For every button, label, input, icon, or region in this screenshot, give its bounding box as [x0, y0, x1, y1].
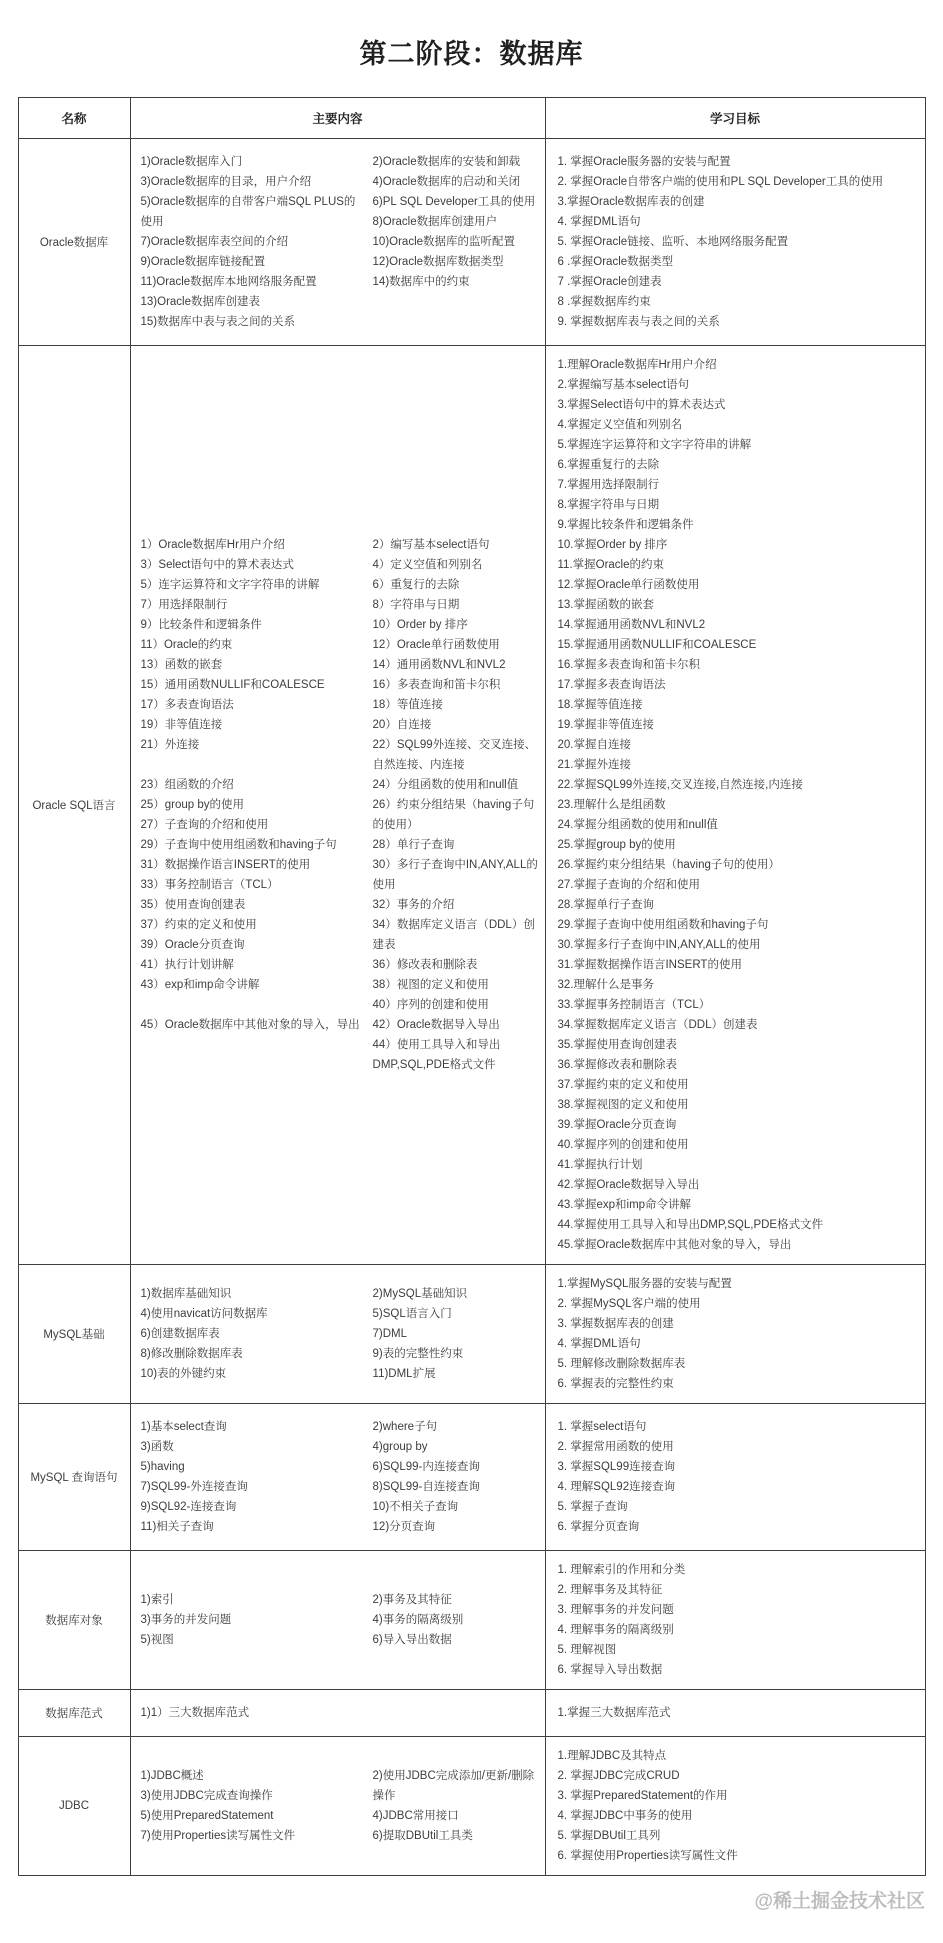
content-item: 12)Oracle数据库数据类型: [372, 256, 504, 268]
content-item: 9)Oracle数据库链接配置: [140, 256, 266, 268]
goal-item: 15.掌握通用函数NULLIF和COALESCE: [557, 639, 757, 651]
row-goals-cell: [545, 139, 925, 346]
content-item: 4)group by: [372, 1441, 428, 1453]
goal-item: 2. 理解事务及其特征: [557, 1584, 663, 1596]
goal-item: 26.掌握约束分组结果（having子句的使用）: [557, 859, 780, 871]
goal-item: 14.掌握通用函数NVL和NVL2: [557, 619, 706, 631]
goals-list: [558, 1560, 915, 1680]
goal-item: 5. 掌握子查询: [557, 1501, 628, 1513]
content-item: 4）定义空值和列别名: [372, 559, 483, 571]
content-left-column: [141, 1284, 365, 1384]
content-item: 9)SQL92-连接查询: [140, 1501, 237, 1513]
content-item: 44）使用工具导入和导出DMP,SQL,PDE格式文件: [372, 1039, 501, 1071]
goal-item: 2.掌握编写基本select语句: [557, 379, 690, 391]
content-spacer: [141, 995, 365, 1015]
goal-item: 2. 掌握MySQL客户端的使用: [557, 1298, 701, 1310]
goal-item: 1. 掌握select语句: [557, 1421, 647, 1433]
content-item: 3)事务的并发问题: [140, 1614, 232, 1626]
table-row: [18, 1737, 925, 1876]
goal-item: 5. 掌握Oracle链接、监听、本地网络服务配置: [557, 236, 789, 248]
goal-item: 27.掌握子查询的介绍和使用: [557, 879, 700, 891]
content-left-column: [141, 1703, 365, 1723]
content-item: 6)提取DBUtil工具类: [372, 1830, 473, 1842]
goal-item: 6. 掌握表的完整性约束: [557, 1378, 674, 1390]
content-item: 39）Oracle分页查询: [140, 939, 245, 951]
goal-item: 8.掌握字符串与日期: [557, 499, 660, 511]
watermark: @稀土掘金技术社区: [754, 1891, 925, 1912]
content-item: 5)使用PreparedStatement: [140, 1810, 274, 1822]
goal-item: 18.掌握等值连接: [557, 699, 643, 711]
content-item: 38）视图的定义和使用: [372, 979, 489, 991]
goal-item: 21.掌握外连接: [557, 759, 631, 771]
content-left-column: [141, 152, 365, 332]
goal-item: 1. 掌握Oracle服务器的安装与配置: [557, 156, 731, 168]
row-goals-cell: [545, 1690, 925, 1737]
content-item: 3)Oracle数据库的目录，用户介绍: [140, 176, 312, 188]
goal-item: 23.理解什么是组函数: [557, 799, 666, 811]
column-header-main-content: 主要内容: [130, 98, 545, 139]
content-item: 30）多行子查询中IN,ANY,ALL的使用: [372, 859, 538, 891]
content-item: 5)视图: [140, 1634, 174, 1646]
table-row: [18, 139, 925, 346]
row-goals-cell: [545, 1551, 925, 1690]
row-content-cell: [130, 1551, 545, 1690]
goal-item: 19.掌握非等值连接: [557, 719, 654, 731]
goal-item: 20.掌握自连接: [557, 739, 631, 751]
goal-item: 11.掌握Oracle的约束: [557, 559, 665, 571]
content-item: 8)SQL99-自连接查询: [372, 1481, 480, 1493]
content-left-column: [141, 1766, 365, 1846]
goal-item: 6. 掌握导入导出数据: [557, 1664, 663, 1676]
content-item: 19）非等值连接: [140, 719, 223, 731]
content-item: 10）Order by 排序: [372, 619, 468, 631]
content-item: 4)Oracle数据库的启动和关闭: [372, 176, 521, 188]
goal-item: 34.掌握数据库定义语言（DDL）创建表: [557, 1019, 758, 1031]
goal-item: 44.掌握使用工具导入和导出DMP,SQL,PDE格式文件: [557, 1219, 824, 1231]
content-grid: [141, 1284, 539, 1384]
row-goals-cell: [545, 346, 925, 1265]
content-item: 16）多表查询和笛卡尔积: [372, 679, 501, 691]
content-item: 2）编写基本select语句: [372, 539, 490, 551]
content-item: 28）单行子查询: [372, 839, 455, 851]
goal-item: 13.掌握函数的嵌套: [557, 599, 654, 611]
content-right-column: [373, 152, 539, 332]
content-item: 5)Oracle数据库的自带客户端SQL PLUS的使用: [140, 196, 356, 228]
content-item: 8)Oracle数据库创建用户: [372, 216, 498, 228]
goal-item: 31.掌握数据操作语言INSERT的使用: [557, 959, 742, 971]
content-right-column: [373, 1284, 539, 1384]
content-right-column: [373, 1417, 539, 1537]
content-item: 10)不相关子查询: [372, 1501, 459, 1513]
row-goals-cell: [545, 1265, 925, 1404]
goal-item: 30.掌握多行子查询中IN,ANY,ALL的使用: [557, 939, 761, 951]
goal-item: 1.掌握三大数据库范式: [557, 1707, 671, 1719]
content-item: 2)Oracle数据库的安装和卸载: [372, 156, 521, 168]
goal-item: 1.掌握MySQL服务器的安装与配置: [557, 1278, 732, 1290]
table-row: [18, 1265, 925, 1404]
goal-item: 45.掌握Oracle数据库中其他对象的导入，导出: [557, 1239, 792, 1251]
content-grid: [141, 1703, 539, 1723]
table-body: [18, 139, 925, 1876]
content-item: 36）修改表和删除表: [372, 959, 478, 971]
content-item: 1）Oracle数据库Hr用户介绍: [140, 539, 285, 551]
goal-item: 8 .掌握数据库约束: [557, 296, 651, 308]
content-item: 22）SQL99外连接、交叉连接、自然连接、内连接: [372, 739, 537, 771]
goal-item: 10.掌握Order by 排序: [557, 539, 668, 551]
column-header-goals: 学习目标: [545, 98, 925, 139]
goal-item: 3. 掌握SQL99连接查询: [557, 1461, 676, 1473]
content-item: 10)表的外键约束: [140, 1368, 227, 1380]
goal-item: 35.掌握使用查询创建表: [557, 1039, 677, 1051]
goal-item: 12.掌握Oracle单行函数使用: [557, 579, 700, 591]
content-item: 40）序列的创建和使用: [372, 999, 489, 1011]
table-row: [18, 1404, 925, 1551]
goal-item: 3. 掌握数据库表的创建: [557, 1318, 674, 1330]
row-name-cell: JDBC: [18, 1737, 130, 1876]
content-item: 35）使用查询创建表: [140, 899, 246, 911]
goal-item: 6.掌握重复行的去除: [557, 459, 660, 471]
content-item: 7）用选择限制行: [140, 599, 228, 611]
content-item: 20）自连接: [372, 719, 432, 731]
row-goals-cell: [545, 1737, 925, 1876]
content-item: 8)修改删除数据库表: [140, 1348, 243, 1360]
goal-item: 2. 掌握JDBC完成CRUD: [557, 1770, 680, 1782]
content-item: 14）通用函数NVL和NVL2: [372, 659, 506, 671]
content-item: 21）外连接: [140, 739, 200, 751]
goal-item: 5.掌握连字运算符和文字字符串的讲解: [557, 439, 752, 451]
goal-item: 39.掌握Oracle分页查询: [557, 1119, 677, 1131]
content-item: 12）Oracle单行函数使用: [372, 639, 500, 651]
content-item: 4)使用navicat访问数据库: [140, 1308, 268, 1320]
row-content-cell: [130, 1265, 545, 1404]
goal-item: 5. 掌握DBUtil工具列: [557, 1830, 661, 1842]
content-item: 17）多表查询语法: [140, 699, 234, 711]
goal-item: 4.掌握定义空值和列别名: [557, 419, 683, 431]
row-content-cell: [130, 1690, 545, 1737]
goal-item: 7 .掌握Oracle创建表: [557, 276, 662, 288]
goal-item: 5. 理解修改删除数据库表: [557, 1358, 686, 1370]
content-item: 9）比较条件和逻辑条件: [140, 619, 262, 631]
content-item: 12)分页查询: [372, 1521, 436, 1533]
content-item: 42）Oracle数据导入导出: [372, 1019, 500, 1031]
content-spacer: [141, 755, 365, 775]
goal-item: 36.掌握修改表和删除表: [557, 1059, 677, 1071]
row-goals-cell: [545, 1404, 925, 1551]
row-content-cell: [130, 139, 545, 346]
goal-item: 4. 掌握DML语句: [557, 1338, 641, 1350]
content-item: 2)where子句: [372, 1421, 438, 1433]
content-grid: [141, 1417, 539, 1537]
content-left-column: [141, 1590, 365, 1650]
content-item: 3)使用JDBC完成查询操作: [140, 1790, 273, 1802]
content-item: 6)创建数据库表: [140, 1328, 220, 1340]
goals-list: [558, 355, 915, 1255]
row-name-cell: MySQL基础: [18, 1265, 130, 1404]
column-header-name: 名称: [18, 98, 130, 139]
goal-item: 17.掌握多表查询语法: [557, 679, 666, 691]
goal-item: 32.理解什么是事务: [557, 979, 654, 991]
content-item: 10)Oracle数据库的监听配置: [372, 236, 516, 248]
content-item: 1)数据库基础知识: [140, 1288, 232, 1300]
content-item: 27）子查询的介绍和使用: [140, 819, 269, 831]
page-title: 第二阶段：数据库: [359, 39, 584, 69]
content-item: 11）Oracle的约束: [140, 639, 233, 651]
content-item: 2)事务及其特征: [372, 1594, 452, 1606]
content-item: 29）子查询中使用组函数和having子句: [140, 839, 337, 851]
goal-item: 41.掌握执行计划: [557, 1159, 643, 1171]
content-right-column: [373, 535, 539, 1075]
row-content-cell: [130, 1404, 545, 1551]
goal-item: 42.掌握Oracle数据导入导出: [557, 1179, 700, 1191]
row-name-cell: MySQL 查询语句: [18, 1404, 130, 1551]
goals-list: [558, 1274, 915, 1394]
row-name-cell: 数据库对象: [18, 1551, 130, 1690]
content-item: 5）连字运算符和文字字符串的讲解: [140, 579, 320, 591]
goal-item: 6 .掌握Oracle数据类型: [557, 256, 674, 268]
content-item: 3）Select语句中的算术表达式: [140, 559, 294, 571]
content-item: 6)导入导出数据: [372, 1634, 452, 1646]
content-item: 11)DML扩展: [372, 1368, 436, 1380]
goal-item: 40.掌握序列的创建和使用: [557, 1139, 689, 1151]
content-right-column: [373, 1590, 539, 1650]
content-item: 7)DML: [372, 1328, 408, 1340]
row-content-cell: [130, 1737, 545, 1876]
content-grid: [141, 535, 539, 1075]
row-name-cell: Oracle SQL语言: [18, 346, 130, 1265]
goal-item: 38.掌握视图的定义和使用: [557, 1099, 689, 1111]
goal-item: 37.掌握约束的定义和使用: [557, 1079, 689, 1091]
content-item: 43）exp和imp命令讲解: [140, 979, 260, 991]
goal-item: 29.掌握子查询中使用组函数和having子句: [557, 919, 769, 931]
content-grid: [141, 1590, 539, 1650]
content-item: 32）事务的介绍: [372, 899, 455, 911]
content-item: 26）约束分组结果（having子句的使用）: [372, 799, 535, 831]
content-item: 11)Oracle数据库本地网络服务配置: [140, 276, 317, 288]
goal-item: 22.掌握SQL99外连接,交叉连接,自然连接,内连接: [557, 779, 803, 791]
content-grid: [141, 152, 539, 332]
curriculum-table: [18, 97, 926, 1876]
row-content-cell: [130, 346, 545, 1265]
content-left-column: [141, 1417, 365, 1537]
table-row: [18, 1690, 925, 1737]
content-item: 13）函数的嵌套: [140, 659, 223, 671]
content-item: 37）约束的定义和使用: [140, 919, 257, 931]
content-item: 15）通用函数NULLIF和COALESCE: [140, 679, 325, 691]
content-item: 4)事务的隔离级别: [372, 1614, 464, 1626]
goal-item: 3.掌握Oracle数据库表的创建: [557, 196, 705, 208]
goal-item: 2. 掌握常用函数的使用: [557, 1441, 674, 1453]
goal-item: 43.掌握exp和imp命令讲解: [557, 1199, 692, 1211]
goals-list: [558, 1417, 915, 1537]
goal-item: 4. 掌握JDBC中事务的使用: [557, 1810, 693, 1822]
content-item: 6)SQL99-内连接查询: [372, 1461, 480, 1473]
content-item: 7)Oracle数据库表空间的介绍: [140, 236, 289, 248]
content-item: 41）执行计划讲解: [140, 959, 234, 971]
content-right-column: [373, 1766, 539, 1846]
content-item: 1)JDBC概述: [140, 1770, 204, 1782]
content-item: 25）group by的使用: [140, 799, 245, 811]
content-item: 1)Oracle数据库入门: [140, 156, 243, 168]
row-name-cell: 数据库范式: [18, 1690, 130, 1737]
goal-item: 3. 掌握PreparedStatement的作用: [557, 1790, 728, 1802]
content-item: 45）Oracle数据库中其他对象的导入，导出: [140, 1019, 360, 1031]
content-item: 1)1）三大数据库范式: [140, 1707, 250, 1719]
content-item: 34）数据库定义语言（DDL）创建表: [372, 919, 535, 951]
content-item: 11)相关子查询: [140, 1521, 214, 1533]
content-left-column: [141, 535, 365, 1075]
goal-item: 24.掌握分组函数的使用和null值: [557, 819, 718, 831]
goal-item: 2. 掌握Oracle自带客户端的使用和PL SQL Developer工具的使用: [557, 176, 884, 188]
content-right-column: [373, 1703, 539, 1723]
goal-item: 1.理解Oracle数据库Hr用户介绍: [557, 359, 717, 371]
goal-item: 5. 理解视图: [557, 1644, 617, 1656]
goals-list: [558, 1746, 915, 1866]
content-item: 18）等值连接: [372, 699, 443, 711]
goal-item: 3.掌握Select语句中的算术表达式: [557, 399, 726, 411]
goal-item: 1.理解JDBC及其特点: [557, 1750, 667, 1762]
table-header: [18, 98, 925, 139]
goal-item: 7.掌握用选择限制行: [557, 479, 660, 491]
content-item: 6)PL SQL Developer工具的使用: [372, 196, 536, 208]
content-item: 31）数据操作语言INSERT的使用: [140, 859, 311, 871]
table-row: [18, 346, 925, 1265]
content-item: 8）字符串与日期: [372, 599, 460, 611]
goal-item: 9.掌握比较条件和逻辑条件: [557, 519, 694, 531]
content-item: 14)数据库中的约束: [372, 276, 470, 288]
goal-item: 4. 理解SQL92连接查询: [557, 1481, 676, 1493]
content-item: 33）事务控制语言（TCL）: [140, 879, 279, 891]
goal-item: 33.掌握事务控制语言（TCL）: [557, 999, 711, 1011]
content-item: 9)表的完整性约束: [372, 1348, 464, 1360]
content-item: 1)基本select查询: [140, 1421, 227, 1433]
content-item: 13)Oracle数据库创建表: [140, 296, 260, 308]
content-item: 7)SQL99-外连接查询: [140, 1481, 248, 1493]
content-item: 23）组函数的介绍: [140, 779, 234, 791]
goals-list: [558, 152, 915, 332]
goal-item: 16.掌握多表查询和笛卡尔积: [557, 659, 700, 671]
content-item: 4)JDBC常用接口: [372, 1810, 459, 1822]
goal-item: 28.掌握单行子查询: [557, 899, 654, 911]
row-name-cell: Oracle数据库: [18, 139, 130, 346]
goal-item: 4. 掌握DML语句: [557, 216, 641, 228]
content-item: 1)索引: [140, 1594, 174, 1606]
table-row: [18, 1551, 925, 1690]
goal-item: 25.掌握group by的使用: [557, 839, 676, 851]
content-item: 15)数据库中表与表之间的关系: [140, 316, 296, 328]
content-item: 6）重复行的去除: [372, 579, 460, 591]
goal-item: 6. 掌握分页查询: [557, 1521, 640, 1533]
goals-list: [558, 1703, 915, 1723]
content-item: 24）分组函数的使用和null值: [372, 779, 519, 791]
goal-item: 1. 理解索引的作用和分类: [557, 1564, 686, 1576]
content-item: 2)使用JDBC完成添加/更新/删除操作: [372, 1770, 535, 1802]
goal-item: 9. 掌握数据库表与表之间的关系: [557, 316, 720, 328]
goal-item: 6. 掌握使用Properties读写属性文件: [557, 1850, 738, 1862]
content-grid: [141, 1766, 539, 1846]
content-item: 3)函数: [140, 1441, 174, 1453]
header-row: [18, 98, 925, 139]
goal-item: 4. 理解事务的隔离级别: [557, 1624, 674, 1636]
goal-item: 3. 理解事务的并发问题: [557, 1604, 674, 1616]
content-item: 5)having: [140, 1461, 185, 1473]
content-item: 2)MySQL基础知识: [372, 1288, 468, 1300]
content-item: 7)使用Properties读写属性文件: [140, 1830, 296, 1842]
content-item: 5)SQL语言入门: [372, 1308, 452, 1320]
